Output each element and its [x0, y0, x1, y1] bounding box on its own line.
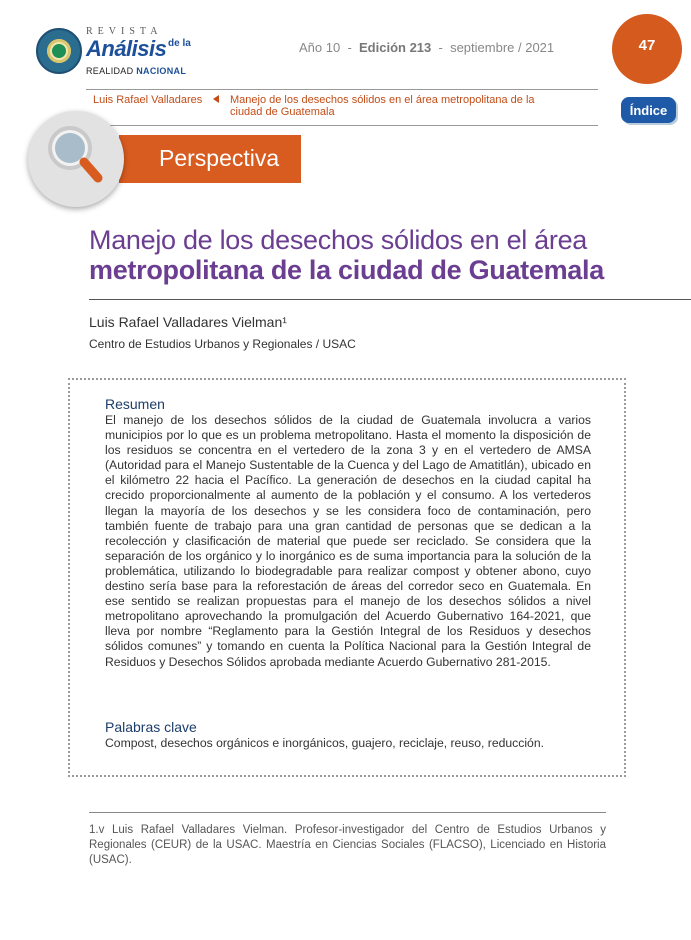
abstract-heading: Resumen	[105, 396, 165, 412]
issue-edition: Edición 213	[359, 40, 432, 55]
journal-logo	[36, 26, 196, 80]
footnote: 1.v Luis Rafael Valladares Vielman. Profesor-investigador del Centro de Estudios Urbanos y Regionales (CEUR) de la USAC. Maestría en Ciencias Sociales (FLACSO), Licenciado en Historia (USAC).	[89, 824, 606, 866]
seal-icon	[36, 28, 82, 74]
breadcrumb-title[interactable]: Manejo de los desechos sólidos en el área metropolitana de la ciudad de Guatemala	[230, 94, 535, 118]
logo-dela-text: de la	[168, 38, 191, 49]
magnifier-icon	[38, 118, 118, 198]
breadcrumb-author[interactable]: Luis Rafael Valladares	[93, 94, 203, 106]
article-author: Luis Rafael Valladares Vielman¹	[89, 314, 287, 330]
triangle-left-icon	[213, 95, 219, 103]
title-rule	[89, 299, 691, 300]
section-label: Perspectiva	[159, 145, 280, 171]
keywords-body: Compost, desechos orgánicos e inorgánicos, guajero, reciclaje, reuso, reducción.	[105, 736, 544, 750]
page-number-badge: 47	[612, 14, 682, 84]
abstract-body: El manejo de los desechos sólidos de la ciudad de Guatemala involucra a varios municipios por lo que es un problema metropolitano. Hasta el momento la disposición de los residuos se concentra en el vertedero de la zona 3 y en el vertedero de AMSA (Autoridad para el Manejo Sustentable de la Cuenca y del Lago de Amatitlán), ubicado en el kilómetro 22 hacia el Pacífico. La generación de desechos en la ciudad capital ha crecido proporcionalmente al aumento de la población y el consumo. A los vertederos llegan la mayoría de los desechos y se les considera foco de contaminación, pero también fuente de trabajo para una gran cantidad de personas que se dedican a la recolección y clasificación de material que puede ser reciclado. Se considera que la separación de los orgánico y lo inorgánico es de suma importancia para la solución de la problemática, utilizando lo biodegradable para realizar compost y obtener abono, cuyo destino sería base para la reforestación de áreas del corredor seco en Guatemala. En ese sentido se realizan propuestas para el manejo de los desechos sólidos a nivel metropolitano aprovechando la promulgación del Acuerdo Gubernativo 164-2021, que lleva por nombre “Reglamento para la Gestión Integral de los Residuos y desechos sólidos comunes” y tomando en cuenta la Política Nacional para la Gestión Integral de Residuos y Desechos Sólidos aprobada mediante Acuerdo Gubernativo 281-2015.	[105, 413, 591, 669]
article-affiliation: Centro de Estudios Urbanos y Regionales / USAC	[89, 337, 356, 351]
footnote-rule	[89, 812, 606, 813]
issue-date: septiembre / 2021	[450, 40, 555, 55]
logo-revista-text: REVISTA	[86, 26, 163, 37]
issue-info: Año 10 - Edición 213 - septiembre / 2021	[299, 40, 555, 55]
breadcrumb-rule-top	[86, 89, 598, 90]
index-button[interactable]: Índice	[621, 97, 676, 123]
logo-analisis-text: Análisis	[86, 36, 167, 61]
keywords-heading: Palabras clave	[105, 719, 197, 735]
logo-realidad-text: REALIDAD NACIONAL	[86, 66, 187, 76]
issue-year: Año 10	[299, 40, 341, 55]
breadcrumb-rule-bottom	[86, 125, 598, 126]
article-title-line2: metropolitana de la ciudad de Guatemala	[89, 255, 604, 285]
article-title-line1: Manejo de los desechos sólidos en el área	[89, 225, 588, 255]
